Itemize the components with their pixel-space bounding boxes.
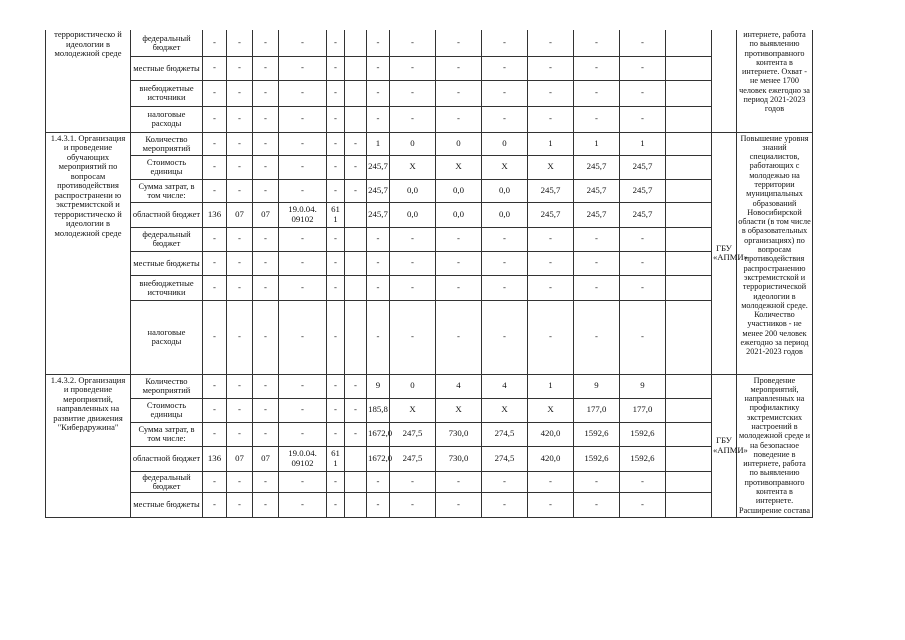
value-cell: - xyxy=(345,132,367,155)
value-cell: - xyxy=(203,132,227,155)
value-cell: - xyxy=(253,275,279,300)
value-cell: - xyxy=(253,300,279,374)
value-cell: - xyxy=(390,30,436,56)
value-cell: - xyxy=(253,374,279,398)
value-cell: - xyxy=(345,155,367,179)
value-cell: - xyxy=(227,492,253,517)
indicator-label: Стоимость единицы xyxy=(131,155,203,179)
value-cell: 1 xyxy=(528,374,574,398)
value-cell: - xyxy=(436,275,482,300)
value-cell: - xyxy=(327,227,345,251)
value-cell: - xyxy=(574,56,620,80)
value-cell: - xyxy=(482,492,528,517)
value-cell: 136 xyxy=(203,446,227,471)
value-cell: - xyxy=(327,300,345,374)
value-cell: - xyxy=(227,106,253,132)
value-cell: - xyxy=(253,132,279,155)
value-cell: 274,5 xyxy=(482,422,528,446)
value-cell: - xyxy=(203,300,227,374)
value-cell: - xyxy=(620,300,666,374)
value-cell: - xyxy=(436,251,482,275)
value-cell: - xyxy=(390,251,436,275)
value-cell: 245,7 xyxy=(574,155,620,179)
value-cell: 9 xyxy=(367,374,390,398)
value-cell: - xyxy=(227,275,253,300)
expected-result-cell: Проведение мероприятий, направленных на профилактику экстремистских настроений в молодежной среде и на безопасное поведение в интернете, работа по выявлению противоправного контента в интернете. Расширение состава xyxy=(737,374,813,517)
value-cell: - xyxy=(203,106,227,132)
expected-result-cell: интернете, работа по выявлению противоправного контента в интернете. Охват - не менее 1700 человек ежегодно за период 2021-2023 годов xyxy=(737,30,813,132)
value-cell xyxy=(345,251,367,275)
executor-cell: ГБУ «АПМИ» xyxy=(712,374,737,517)
value-cell: - xyxy=(528,275,574,300)
value-cell xyxy=(345,56,367,80)
value-cell: - xyxy=(253,179,279,202)
value-cell: - xyxy=(436,80,482,106)
value-cell xyxy=(345,492,367,517)
value-cell: 0,0 xyxy=(390,179,436,202)
value-cell: - xyxy=(327,106,345,132)
value-cell: - xyxy=(367,492,390,517)
value-cell: - xyxy=(528,106,574,132)
value-cell: - xyxy=(253,227,279,251)
value-cell: 245,7 xyxy=(620,202,666,227)
value-cell: 1592,6 xyxy=(574,422,620,446)
value-cell: 247,5 xyxy=(390,422,436,446)
value-cell: - xyxy=(345,422,367,446)
value-cell: - xyxy=(279,492,327,517)
value-cell: - xyxy=(327,275,345,300)
value-cell: 245,7 xyxy=(367,155,390,179)
value-cell: - xyxy=(574,251,620,275)
value-cell: X xyxy=(390,155,436,179)
value-cell: - xyxy=(203,227,227,251)
value-cell: - xyxy=(253,422,279,446)
value-cell: - xyxy=(227,56,253,80)
budget-table xyxy=(45,30,888,518)
value-cell: 0,0 xyxy=(436,202,482,227)
value-cell: 730,0 xyxy=(436,422,482,446)
table-row xyxy=(46,132,888,155)
value-cell: X xyxy=(482,155,528,179)
table-body xyxy=(46,30,888,517)
value-cell: - xyxy=(203,275,227,300)
spacer-cell xyxy=(666,56,712,80)
value-cell: - xyxy=(482,106,528,132)
value-cell: 1672,0 xyxy=(367,446,390,471)
value-cell: - xyxy=(574,471,620,492)
value-cell: - xyxy=(390,471,436,492)
value-cell: - xyxy=(345,398,367,422)
value-cell: 420,0 xyxy=(528,446,574,471)
value-cell: - xyxy=(620,251,666,275)
indicator-label: местные бюджеты xyxy=(131,492,203,517)
value-cell: - xyxy=(528,251,574,275)
value-cell: 1 xyxy=(620,132,666,155)
spacer-cell xyxy=(666,398,712,422)
indicator-label: Количество мероприятий xyxy=(131,374,203,398)
value-cell: - xyxy=(227,422,253,446)
value-cell: - xyxy=(327,422,345,446)
value-cell xyxy=(345,80,367,106)
value-cell: - xyxy=(528,300,574,374)
value-cell: - xyxy=(390,300,436,374)
value-cell: - xyxy=(327,251,345,275)
value-cell xyxy=(345,275,367,300)
value-cell: 1 xyxy=(574,132,620,155)
value-cell: - xyxy=(574,106,620,132)
table-row xyxy=(46,374,888,398)
value-cell: - xyxy=(574,300,620,374)
value-cell: - xyxy=(482,275,528,300)
spacer-cell xyxy=(666,374,712,398)
value-cell: - xyxy=(528,227,574,251)
value-cell: - xyxy=(482,300,528,374)
value-cell: - xyxy=(203,422,227,446)
value-cell: 1592,6 xyxy=(620,446,666,471)
value-cell: 1 xyxy=(367,132,390,155)
value-cell: - xyxy=(327,132,345,155)
value-cell: - xyxy=(253,30,279,56)
value-cell xyxy=(345,227,367,251)
value-cell: - xyxy=(574,227,620,251)
value-cell: - xyxy=(327,492,345,517)
spacer-cell xyxy=(666,251,712,275)
spacer-cell xyxy=(666,446,712,471)
value-cell: 9 xyxy=(620,374,666,398)
executor-cell xyxy=(712,30,737,132)
spacer-cell xyxy=(666,227,712,251)
value-cell: - xyxy=(253,155,279,179)
value-cell xyxy=(345,30,367,56)
value-cell: - xyxy=(327,30,345,56)
value-cell: - xyxy=(390,106,436,132)
value-cell: X xyxy=(482,398,528,422)
value-cell: - xyxy=(253,251,279,275)
spacer-cell xyxy=(666,492,712,517)
value-cell: 247,5 xyxy=(390,446,436,471)
value-cell: - xyxy=(620,275,666,300)
indicator-label: федеральный бюджет xyxy=(131,227,203,251)
value-cell: - xyxy=(436,56,482,80)
spacer-cell xyxy=(666,471,712,492)
value-cell: X xyxy=(528,155,574,179)
value-cell: 4 xyxy=(482,374,528,398)
value-cell: - xyxy=(436,471,482,492)
value-cell: - xyxy=(279,30,327,56)
value-cell: - xyxy=(279,251,327,275)
value-cell xyxy=(345,202,367,227)
value-cell: 0 xyxy=(436,132,482,155)
indicator-label: Количество мероприятий xyxy=(131,132,203,155)
indicator-label: Сумма затрат, в том числе: xyxy=(131,179,203,202)
value-cell: X xyxy=(528,398,574,422)
value-cell: 245,7 xyxy=(367,202,390,227)
value-cell: - xyxy=(528,80,574,106)
value-cell: - xyxy=(227,179,253,202)
value-cell: - xyxy=(279,106,327,132)
value-cell: - xyxy=(528,492,574,517)
value-cell: - xyxy=(279,275,327,300)
value-cell: - xyxy=(327,471,345,492)
value-cell: - xyxy=(390,275,436,300)
indicator-label: областной бюджет xyxy=(131,202,203,227)
value-cell: 730,0 xyxy=(436,446,482,471)
value-cell: - xyxy=(227,155,253,179)
spacer-cell xyxy=(666,106,712,132)
indicator-label: Стоимость единицы xyxy=(131,398,203,422)
value-cell: - xyxy=(620,56,666,80)
value-cell: - xyxy=(253,471,279,492)
value-cell: - xyxy=(279,422,327,446)
value-cell: - xyxy=(345,179,367,202)
value-cell: - xyxy=(436,227,482,251)
event-name-cell: 1.4.3.2. Организация и проведение мероприятий, направленных на развитие движения "Кибердружина" xyxy=(46,374,131,517)
expected-result-cell: Повышение уровня знаний специалистов, работающих с молодежью на территории муниципальных образований Новосибирской области (в том числе в образовательных организациях) по вопросам противодействия распространению экстремистской и террористической идеологии в молодежной среде. Количество участников - не менее 200 человек ежегодно за период 2021-2023 годов xyxy=(737,132,813,374)
value-cell: - xyxy=(203,398,227,422)
value-cell: - xyxy=(436,106,482,132)
value-cell: 61 1 xyxy=(327,446,345,471)
value-cell: - xyxy=(574,275,620,300)
value-cell: 245,7 xyxy=(574,179,620,202)
event-name-cell: террористическо й идеологии в молодежной среде xyxy=(46,30,131,132)
value-cell: 07 xyxy=(253,202,279,227)
value-cell: 0 xyxy=(482,132,528,155)
value-cell: - xyxy=(620,492,666,517)
value-cell: - xyxy=(253,492,279,517)
value-cell: 0,0 xyxy=(482,202,528,227)
value-cell xyxy=(345,106,367,132)
value-cell: - xyxy=(253,80,279,106)
value-cell: - xyxy=(436,300,482,374)
value-cell: - xyxy=(482,80,528,106)
value-cell xyxy=(345,300,367,374)
value-cell: - xyxy=(203,179,227,202)
value-cell: 19.0.04. 09102 xyxy=(279,446,327,471)
value-cell: - xyxy=(227,300,253,374)
value-cell: - xyxy=(367,471,390,492)
value-cell: 07 xyxy=(253,446,279,471)
value-cell: - xyxy=(227,30,253,56)
value-cell: 9 xyxy=(574,374,620,398)
value-cell: - xyxy=(227,251,253,275)
value-cell: - xyxy=(390,227,436,251)
value-cell: 1 xyxy=(528,132,574,155)
executor-cell: ГБУ «АПМИ» xyxy=(712,132,737,374)
value-cell: - xyxy=(367,251,390,275)
value-cell: - xyxy=(482,471,528,492)
value-cell: - xyxy=(279,80,327,106)
spacer-cell xyxy=(666,275,712,300)
value-cell: X xyxy=(390,398,436,422)
value-cell: - xyxy=(203,80,227,106)
value-cell: - xyxy=(367,300,390,374)
indicator-label: внебюджетные источники xyxy=(131,275,203,300)
value-cell: 0,0 xyxy=(482,179,528,202)
value-cell: - xyxy=(253,398,279,422)
spacer-cell xyxy=(666,30,712,56)
value-cell: - xyxy=(227,227,253,251)
value-cell: 245,7 xyxy=(367,179,390,202)
value-cell: - xyxy=(279,56,327,80)
value-cell: 07 xyxy=(227,446,253,471)
value-cell: - xyxy=(203,56,227,80)
value-cell: - xyxy=(279,132,327,155)
value-cell: 1672,0 xyxy=(367,422,390,446)
value-cell: 185,8 xyxy=(367,398,390,422)
indicator-label: налоговые расходы xyxy=(131,300,203,374)
value-cell: X xyxy=(436,155,482,179)
value-cell: - xyxy=(227,80,253,106)
value-cell: 61 1 xyxy=(327,202,345,227)
indicator-label: внебюджетные источники xyxy=(131,80,203,106)
value-cell: - xyxy=(528,471,574,492)
value-cell: - xyxy=(327,56,345,80)
indicator-label: налоговые расходы xyxy=(131,106,203,132)
event-name-cell: 1.4.3.1. Организация и проведение обучающих мероприятий по вопросам противодействия распространени ю экстремистской и террористическо й идеологии в молодежной среде xyxy=(46,132,131,374)
value-cell: - xyxy=(367,56,390,80)
indicator-label: Сумма затрат, в том числе: xyxy=(131,422,203,446)
value-cell: - xyxy=(390,492,436,517)
value-cell: 245,7 xyxy=(620,179,666,202)
spacer-cell xyxy=(666,132,712,155)
value-cell: - xyxy=(620,227,666,251)
value-cell: 0 xyxy=(390,374,436,398)
value-cell: - xyxy=(227,471,253,492)
spacer-cell xyxy=(666,155,712,179)
indicator-label: федеральный бюджет xyxy=(131,471,203,492)
value-cell: - xyxy=(327,374,345,398)
value-cell: - xyxy=(482,30,528,56)
value-cell: - xyxy=(367,106,390,132)
value-cell: - xyxy=(279,374,327,398)
value-cell: 245,7 xyxy=(528,179,574,202)
value-cell: 0,0 xyxy=(390,202,436,227)
value-cell: 245,7 xyxy=(574,202,620,227)
value-cell: 19.0.04. 09102 xyxy=(279,202,327,227)
value-cell: - xyxy=(482,56,528,80)
value-cell: - xyxy=(436,30,482,56)
value-cell: - xyxy=(528,56,574,80)
value-cell: - xyxy=(436,492,482,517)
value-cell: - xyxy=(327,179,345,202)
value-cell: - xyxy=(367,227,390,251)
value-cell: 245,7 xyxy=(620,155,666,179)
spacer-cell xyxy=(666,179,712,202)
value-cell: 1592,6 xyxy=(574,446,620,471)
value-cell: - xyxy=(367,30,390,56)
value-cell: - xyxy=(203,30,227,56)
value-cell: 177,0 xyxy=(574,398,620,422)
value-cell: 1592,6 xyxy=(620,422,666,446)
indicator-label: областной бюджет xyxy=(131,446,203,471)
indicator-label: местные бюджеты xyxy=(131,56,203,80)
value-cell: - xyxy=(367,80,390,106)
spacer-cell xyxy=(666,80,712,106)
value-cell: 245,7 xyxy=(528,202,574,227)
value-cell: - xyxy=(620,30,666,56)
value-cell: - xyxy=(203,492,227,517)
value-cell: - xyxy=(528,30,574,56)
value-cell: - xyxy=(620,106,666,132)
value-cell: - xyxy=(253,56,279,80)
value-cell: - xyxy=(279,471,327,492)
value-cell: 420,0 xyxy=(528,422,574,446)
value-cell: - xyxy=(279,155,327,179)
value-cell xyxy=(345,471,367,492)
value-cell: 136 xyxy=(203,202,227,227)
value-cell: - xyxy=(620,80,666,106)
indicator-label: местные бюджеты xyxy=(131,251,203,275)
value-cell: - xyxy=(327,155,345,179)
value-cell: - xyxy=(620,471,666,492)
value-cell: 07 xyxy=(227,202,253,227)
value-cell: - xyxy=(279,227,327,251)
indicator-label: федеральный бюджет xyxy=(131,30,203,56)
value-cell: - xyxy=(203,471,227,492)
value-cell: - xyxy=(227,398,253,422)
value-cell: - xyxy=(203,251,227,275)
value-cell: - xyxy=(574,492,620,517)
value-cell: - xyxy=(574,80,620,106)
value-cell: - xyxy=(390,56,436,80)
value-cell: - xyxy=(279,179,327,202)
value-cell: - xyxy=(482,251,528,275)
value-cell: - xyxy=(574,30,620,56)
value-cell: - xyxy=(253,106,279,132)
spacer-cell xyxy=(666,300,712,374)
value-cell: 274,5 xyxy=(482,446,528,471)
value-cell: - xyxy=(279,300,327,374)
value-cell: - xyxy=(279,398,327,422)
spacer-cell xyxy=(666,422,712,446)
value-cell: - xyxy=(482,227,528,251)
value-cell: - xyxy=(345,374,367,398)
table-row xyxy=(46,30,888,56)
value-cell: - xyxy=(227,374,253,398)
value-cell: 177,0 xyxy=(620,398,666,422)
value-cell: - xyxy=(390,80,436,106)
value-cell: 0 xyxy=(390,132,436,155)
value-cell: - xyxy=(203,374,227,398)
value-cell xyxy=(345,446,367,471)
value-cell: - xyxy=(203,155,227,179)
value-cell: - xyxy=(227,132,253,155)
value-cell: 0,0 xyxy=(436,179,482,202)
value-cell: - xyxy=(367,275,390,300)
spacer-cell xyxy=(666,202,712,227)
value-cell: X xyxy=(436,398,482,422)
value-cell: - xyxy=(327,80,345,106)
value-cell: 4 xyxy=(436,374,482,398)
value-cell: - xyxy=(327,398,345,422)
